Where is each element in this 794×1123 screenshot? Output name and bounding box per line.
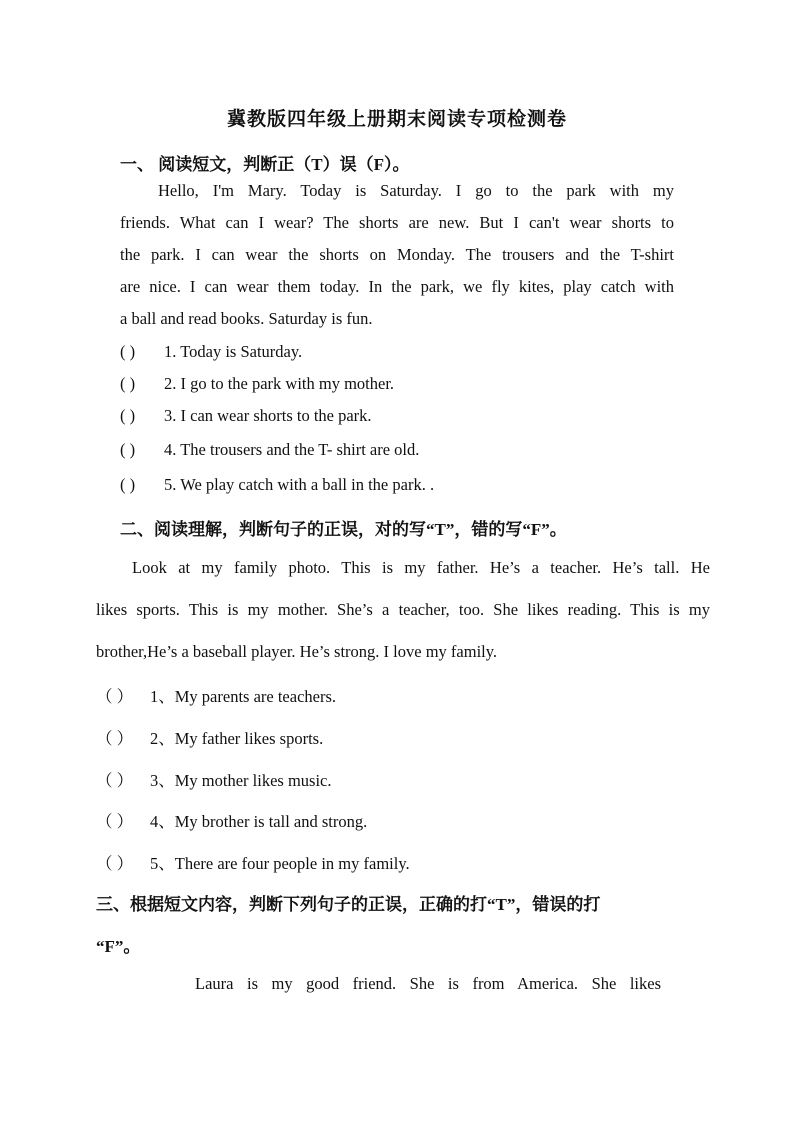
section1-question-2 [120, 374, 394, 394]
page-title: 冀教版四年级上册期末阅读专项检测卷 [226, 109, 567, 130]
answer-blank[interactable]: ( ) [120, 440, 136, 459]
section3-heading-line-1: 三、根据短文内容，判断下列句子的正误，正确的打“T”，错误的打 [96, 895, 601, 914]
section2-heading: 二、阅读理解，判断句子的正误，对的写“T”，错的写“F”。 [120, 520, 567, 539]
answer-blank[interactable]: ( ) [120, 406, 136, 425]
question-text: 1、My parents are teachers. [150, 687, 337, 706]
section1-question-1 [120, 342, 302, 362]
question-text: 2. I go to the park with my mother. [164, 374, 395, 393]
answer-blank[interactable]: ( ) [120, 475, 136, 494]
section3-passage-line-1: Laura is my good friend. She is from America. She likes [195, 974, 661, 993]
question-text: 5. We play catch with a ball in the park. . [164, 475, 435, 494]
section2-question-4 [96, 808, 367, 832]
answer-blank[interactable]: ( ) [120, 374, 136, 393]
question-text: 1. Today is Saturday. [164, 342, 303, 361]
section1-passage-line-1: Hello, I'm Mary. Today is Saturday. I go to the park with my [158, 181, 674, 200]
answer-blank[interactable]: （ ） [96, 771, 134, 790]
answer-blank[interactable]: （ ） [96, 812, 134, 831]
answer-blank[interactable]: （ ） [96, 854, 134, 873]
question-text: 3、My mother likes music. [150, 771, 332, 790]
question-text: 3. I can wear shorts to the park. [164, 406, 372, 425]
answer-blank[interactable]: （ ） [96, 687, 134, 706]
section1-passage-line-4: are nice. I can wear them today. In the park, we fly kites, play catch with [120, 277, 674, 296]
question-text: 5、There are four people in my family. [150, 854, 410, 873]
section1-question-4 [120, 440, 419, 460]
section1-passage-line-3: the park. I can wear the shorts on Monday. The trousers and the T-shirt [120, 245, 674, 264]
answer-blank[interactable]: （ ） [96, 729, 134, 748]
question-text: 2、My father likes sports. [150, 729, 324, 748]
section2-passage-line-2: likes sports. This is my mother. She’s a teacher, too. She likes reading. This is my [96, 600, 710, 619]
section2-question-3 [96, 767, 331, 791]
answer-blank[interactable]: ( ) [120, 342, 136, 361]
section1-question-3 [120, 406, 372, 426]
question-text: 4、My brother is tall and strong. [150, 812, 368, 831]
section1-question-5 [120, 475, 434, 495]
section3-heading-line-2: “F”。 [96, 937, 141, 956]
section1-passage-line-5: a ball and read books. Saturday is fun. [120, 309, 373, 328]
section2-question-1 [96, 683, 336, 707]
section2-question-5 [96, 850, 410, 874]
section2-question-2 [96, 725, 323, 749]
question-text: 4. The trousers and the T- shirt are old. [164, 440, 420, 459]
section1-passage-line-2: friends. What can I wear? The shorts are new. But I can't wear shorts to [120, 213, 674, 232]
section1-heading: 一、 阅读短文，判断正（T）误（F）。 [120, 155, 410, 174]
section2-passage-line-3: brother,He’s a baseball player. He’s strong. I love my family. [96, 642, 498, 661]
section2-passage-line-1: Look at my family photo. This is my father. He’s a teacher. He’s tall. He [132, 558, 710, 577]
